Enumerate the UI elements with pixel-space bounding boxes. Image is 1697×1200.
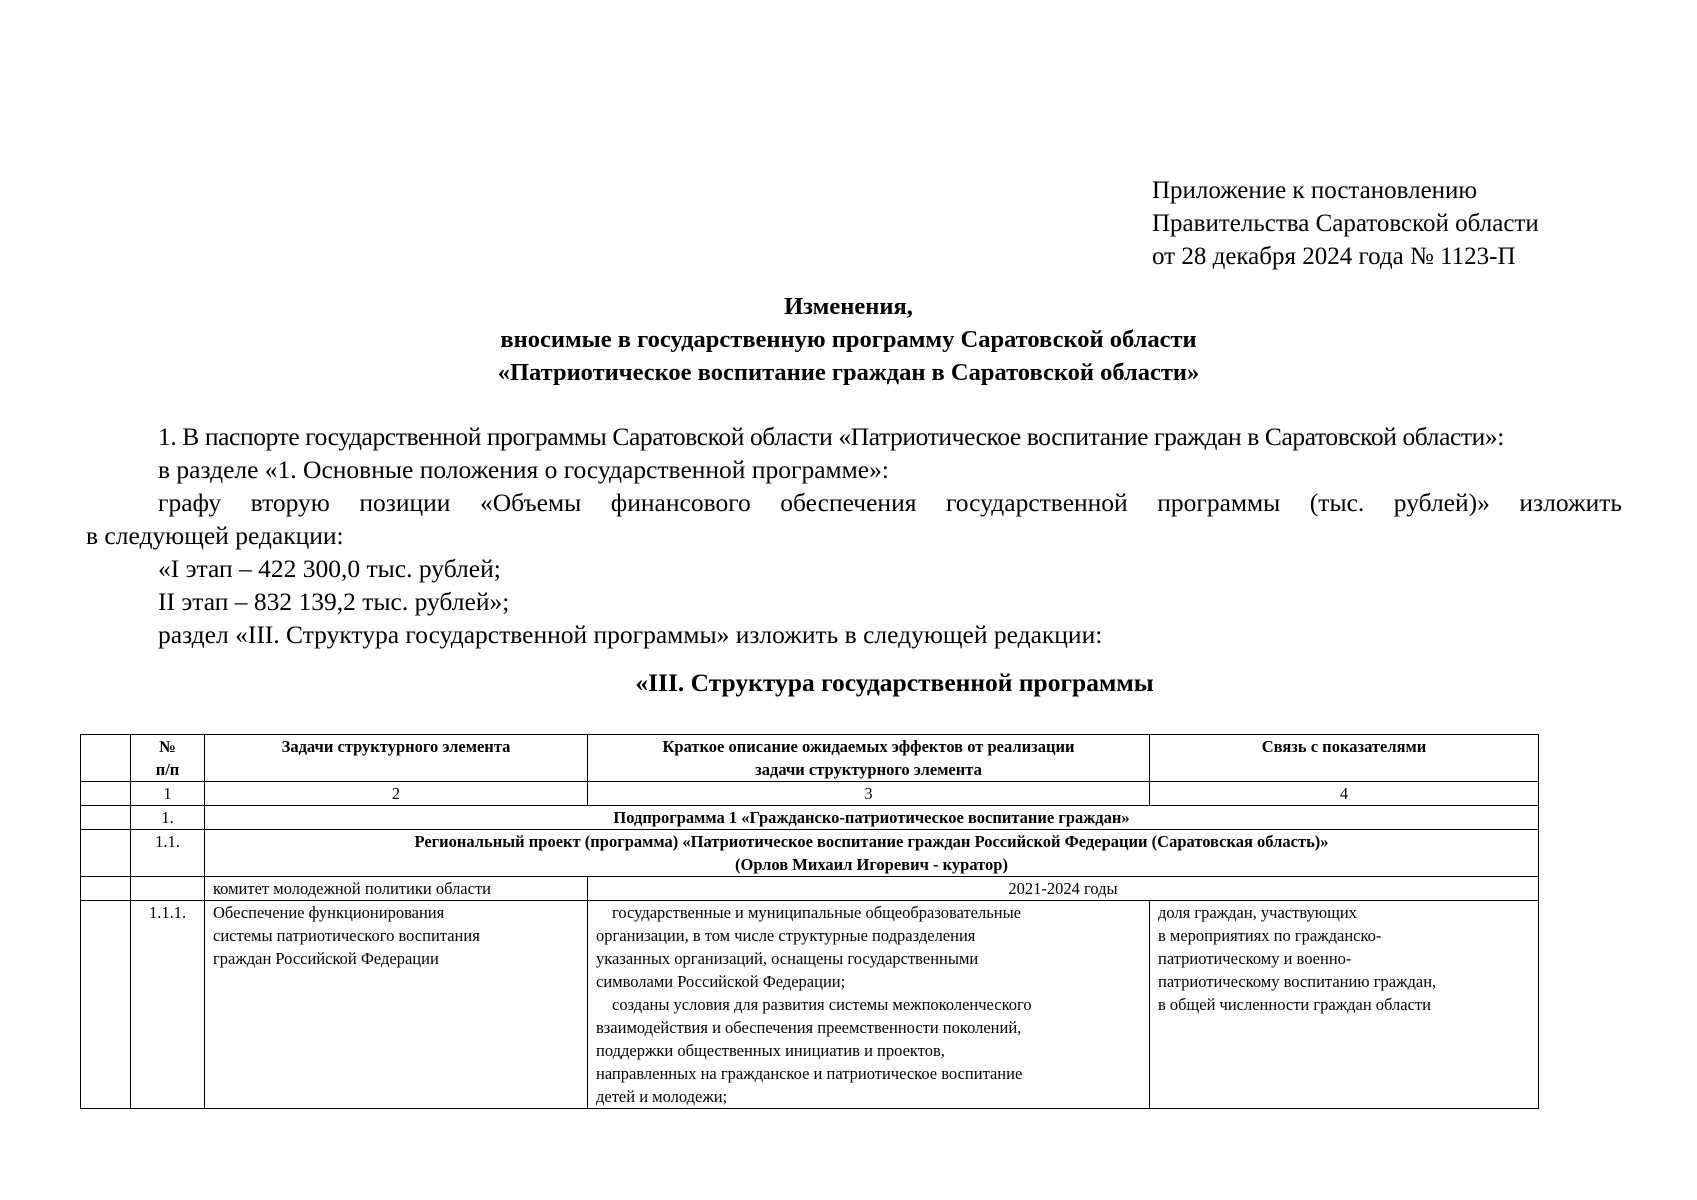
project-title-line-1: Региональный проект (программа) «Патриотическое воспитание граждан Российской Федерации (Саратовская область)» [414, 832, 1329, 851]
table-blank-cell [81, 830, 131, 877]
table-blank-cell [81, 782, 131, 806]
header-num-line-2: п/п [155, 760, 180, 779]
task-description [205, 901, 588, 1109]
title-line-3: «Патриотическое воспитание граждан в Саратовской области» [497, 359, 1200, 386]
effect-line: детей и молодежи; [596, 1087, 728, 1106]
project-num: 1.1. [131, 830, 205, 877]
task-indicators [1150, 901, 1539, 1109]
paragraph-3-second-line: в следующей редакции: [86, 521, 344, 550]
header-effects-line-1: Краткое описание ожидаемых эффектов от реализации [662, 737, 1075, 756]
task-effects [588, 901, 1150, 1109]
responsible-row [81, 877, 1539, 901]
document-title [0, 290, 1697, 389]
task-line: системы патриотического воспитания [213, 926, 480, 945]
header-indicators: Связь с показателями [1150, 735, 1539, 782]
effect-line: направленных на гражданское и патриотическое воспитание [596, 1064, 1023, 1083]
appendix-line-3: от 28 декабря 2024 года № 1123-П [1152, 243, 1516, 270]
subprogram-title: Подпрограмма 1 «Гражданско-патриотическое воспитание граждан» [205, 806, 1539, 830]
column-number-1: 1 [131, 782, 205, 806]
table-blank-cell [81, 806, 131, 830]
responsible-org: комитет молодежной политики области [205, 877, 588, 901]
header-tasks: Задачи структурного элемента [205, 735, 588, 782]
appendix-block [1152, 174, 1539, 273]
table-blank-cell [81, 877, 131, 901]
paragraph-4: «I этап – 422 300,0 тыс. рублей; [158, 554, 501, 583]
header-num [131, 735, 205, 782]
header-effects-line-2: задачи структурного элемента [755, 760, 982, 779]
table-header-row [81, 735, 1539, 782]
responsible-period: 2021-2024 годы [588, 877, 1539, 901]
table-blank-cell [81, 901, 131, 1109]
project-title [205, 830, 1539, 877]
structure-table [80, 734, 1539, 1109]
column-number-3: 3 [588, 782, 1150, 806]
table-blank-cell [131, 877, 205, 901]
appendix-line-2: Правительства Саратовской области [1152, 210, 1539, 237]
effect-line: символами Российской Федерации; [596, 972, 846, 991]
table-blank-cell [81, 735, 131, 782]
indicator-line: в общей численности граждан области [1158, 995, 1431, 1014]
paragraph-3-first-line: графу вторую позиции «Объемы финансового обеспечения государственной программы (тыс. рублей)» изложить [158, 488, 1622, 517]
effect-line: указанных организаций, оснащены государственными [596, 949, 979, 968]
effect-line: поддержки общественных инициатив и проектов, [596, 1041, 945, 1060]
paragraph-5: II этап – 832 139,2 тыс. рублей»; [158, 587, 510, 616]
effect-line: государственные и муниципальные общеобразовательные [612, 903, 1022, 922]
indicator-line: в мероприятиях по гражданско- [1158, 926, 1382, 945]
indicator-line: патриотическому воспитанию граждан, [1158, 972, 1437, 991]
section-title: «III. Структура государственной программы [635, 668, 1154, 697]
task-line: Обеспечение функционирования [213, 903, 445, 922]
title-line-2: вносимые в государственную программу Саратовской области [500, 326, 1197, 353]
task-line: граждан Российской Федерации [213, 949, 439, 968]
effect-line: взаимодействия и обеспечения преемственности поколений, [596, 1018, 1022, 1037]
document-body [86, 420, 1622, 651]
indicator-line: патриотическому и военно- [1158, 949, 1352, 968]
header-num-line-1: № [159, 737, 176, 756]
effect-line: организации, в том числе структурные подразделения [596, 926, 976, 945]
subprogram-row [81, 806, 1539, 830]
paragraph-6: раздел «III. Структура государственной программы» изложить в следующей редакции: [158, 620, 1103, 649]
header-effects [588, 735, 1150, 782]
subprogram-num: 1. [131, 806, 205, 830]
task-num: 1.1.1. [131, 901, 205, 1109]
task-row [81, 901, 1539, 1109]
project-row [81, 830, 1539, 877]
column-numbers-row [81, 782, 1539, 806]
appendix-line-1: Приложение к постановлению [1152, 177, 1478, 204]
paragraph-1: 1. В паспорте государственной программы Саратовской области «Патриотическое воспитание граждан в Саратовской области»: [158, 422, 1504, 451]
column-number-4: 4 [1150, 782, 1539, 806]
paragraph-2: в разделе «1. Основные положения о государственной программе»: [158, 455, 889, 484]
indicator-line: доля граждан, участвующих [1158, 903, 1357, 922]
column-number-2: 2 [205, 782, 588, 806]
effect-line: созданы условия для развития системы межпоколенческого [612, 995, 1032, 1014]
title-line-1: Изменения, [784, 293, 913, 320]
project-curator: (Орлов Михаил Игоревич - куратор) [735, 855, 1008, 874]
